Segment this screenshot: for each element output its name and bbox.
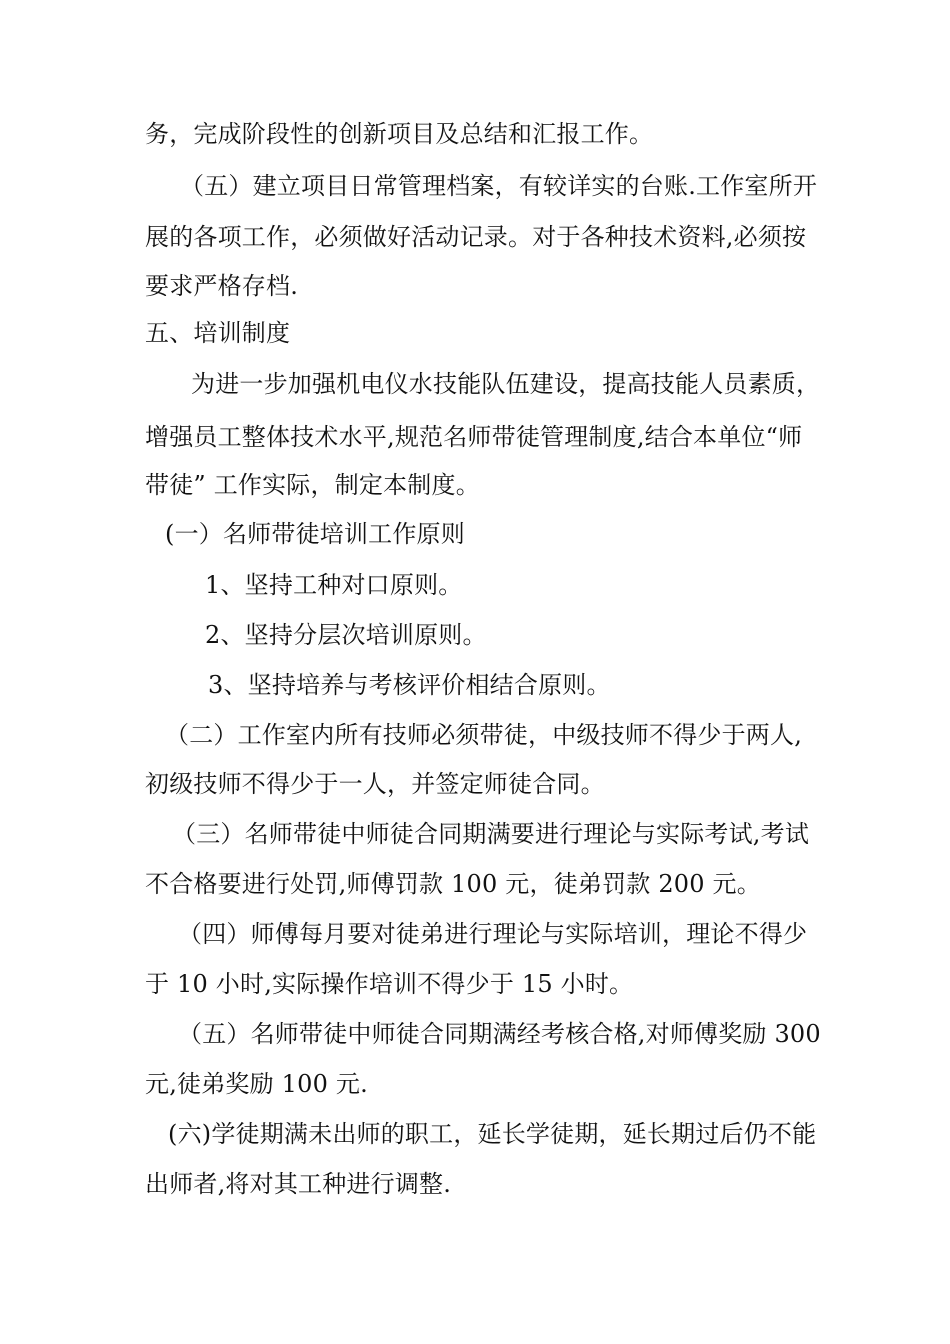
paragraph-line-13: （二）工作室内所有技师必须带徒，中级技师不得少于两人, <box>165 721 803 749</box>
paragraph-line-7: 增强员工整体技术水平,规范名师带徒管理制度,结合本单位“师 <box>145 423 803 451</box>
paragraph-line-1: 务，完成阶段性的创新项目及总结和汇报工作。 <box>145 120 654 148</box>
paragraph-line-3: 展的各项工作，必须做好活动记录。对于各种技术资料,必须按 <box>145 223 807 251</box>
paragraph-line-8: 带徒” 工作实际，制定本制度。 <box>145 471 480 499</box>
paragraph-line-2: （五）建立项目日常管理档案，有较详实的台账.工作室所开 <box>180 172 818 200</box>
principle-item-2: 2、坚持分层次培训原则。 <box>205 621 487 649</box>
paragraph-line-17: （四）师傅每月要对徒弟进行理论与实际培训，理论不得少 <box>178 920 808 948</box>
paragraph-line-15: （三）名师带徒中师徒合同期满要进行理论与实际考试,考试 <box>172 820 810 848</box>
section-heading-training: 五、培训制度 <box>145 319 291 347</box>
paragraph-line-19: （五）名师带徒中师徒合同期满经考核合格,对师傅奖励 300 <box>178 1020 821 1048</box>
subheading-principles: (一）名师带徒培训工作原则 <box>165 520 465 548</box>
principle-item-3: 3、坚持培养与考核评价相结合原则。 <box>208 671 611 699</box>
paragraph-line-22: 出师者,将对其工种进行调整. <box>145 1170 452 1198</box>
paragraph-line-4: 要求严格存档. <box>145 272 299 300</box>
paragraph-line-16: 不合格要进行处罚,师傅罚款 100 元，徒弟罚款 200 元。 <box>145 870 761 898</box>
principle-item-1: 1、坚持工种对口原则。 <box>205 571 463 599</box>
paragraph-line-21: (六)学徒期满未出师的职工，延长学徒期，延长期过后仍不能 <box>168 1120 817 1148</box>
paragraph-line-6: 为进一步加强机电仪水技能队伍建设，提高技能人员素质， <box>191 370 821 398</box>
paragraph-line-14: 初级技师不得少于一人，并签定师徒合同。 <box>145 770 605 798</box>
paragraph-line-20: 元,徒弟奖励 100 元. <box>145 1070 368 1098</box>
paragraph-line-18: 于 10 小时,实际操作培训不得少于 15 小时。 <box>145 970 634 998</box>
